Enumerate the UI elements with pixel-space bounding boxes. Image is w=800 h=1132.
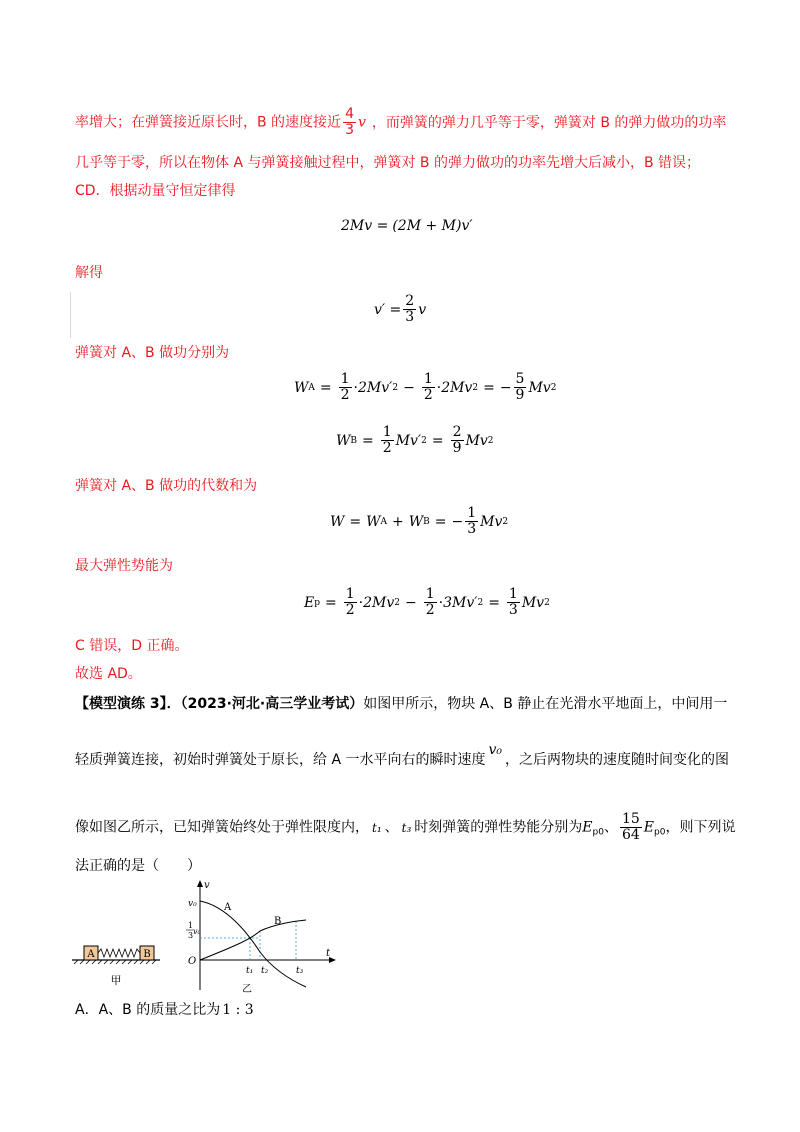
equation-v-prime (374, 294, 426, 325)
fraction-numerator: 15 (621, 811, 640, 827)
block-b-label: B (143, 949, 151, 960)
energy-symbol: E (643, 819, 655, 836)
third-v0: v₀ (193, 927, 201, 936)
solution-line-1 (75, 107, 726, 138)
figure-yi-label: 乙 (242, 984, 252, 995)
solution-line-3: CD．根据动量守恒定律得 (75, 183, 236, 199)
third-num: 1 (188, 921, 194, 930)
time-t1-symbol: t₁ (372, 820, 382, 835)
third-den: 3 (188, 931, 194, 940)
problem-source: ．（2023·河北·高三学业考试） (166, 696, 364, 712)
origin-label: O (188, 956, 197, 967)
velocity-symbol: v (418, 301, 427, 318)
problem-line-3-c: ，则下列说 (665, 819, 736, 836)
energy-symbol: E (582, 819, 593, 836)
problem-tag: 【模型演练 3】 (75, 696, 167, 712)
energy-subscript: p0 (654, 827, 666, 838)
problem-line-2 (75, 742, 730, 770)
equation-max-ep: E p = $\frac{1}{2}$ · 2Mv 2 − $\frac{1}{2}$ · 3Mv′ 2 = $\frac{1}{3}$ Mv 2 (304, 586, 550, 618)
problem-line-3-b: 时刻弹簧的弹性势能分别为 (414, 819, 583, 836)
equation-work-a: W A = $\frac{1}{2}$ · 2Mv′ 2 − $\frac{1}{2}$ · 2Mv 2 = − $\frac{5}{9}$ Mv 2 (294, 371, 557, 403)
time-t3-symbol: t₃ (401, 820, 412, 835)
block-a-label: A (87, 949, 95, 960)
curve-b (200, 920, 306, 960)
problem-line-2-a: 轻质弹簧连接，初始时弹簧处于原长，给 A 一水平向右的瞬时速度 (75, 752, 486, 768)
fraction-fifteen-sixtyfourths (620, 812, 642, 843)
conclusion-1: C 错误，D 正确。 (75, 638, 189, 654)
problem-line-4: 法正确的是（ ） (75, 858, 201, 874)
t-axis-label: t (326, 948, 331, 959)
figure-jia-label: 甲 (110, 974, 122, 987)
option-a (75, 1000, 254, 1020)
work-label: 弹簧对 A、B 做功分别为 (75, 345, 230, 361)
fraction-denominator: 64 (621, 827, 640, 843)
max-ep-label: 最大弹性势能为 (75, 558, 173, 574)
equation-v-prime-lhs: v′ = (374, 301, 402, 318)
margin-bar (70, 292, 71, 338)
fraction-four-thirds (343, 107, 356, 138)
figure-jia-yi (60, 874, 350, 998)
t-axis-arrow (329, 957, 336, 963)
velocity-symbol: v (357, 114, 366, 131)
option-a-ratio: 1 : 3 (222, 1002, 254, 1018)
energy-subscript: p0 (592, 827, 604, 838)
problem-line-1-rest: 如图甲所示，物块 A、B 静止在光滑水平地面上，中间用一 (363, 696, 728, 712)
equation-momentum-lhs: 2Mv = (341, 218, 389, 234)
separator: 、 (603, 819, 618, 836)
work-sum-label: 弹簧对 A、B 做功的代数和为 (75, 478, 258, 494)
problem-line-2-b: ，之后两物块的速度随时间变化的图 (505, 752, 730, 768)
solution-line-2: 几乎等于零，所以在物体 A 与弹簧接触过程中，弹簧对 B 的弹力做功的功率先增大后减小，B 错误； (75, 155, 701, 171)
equation-momentum-rhs: (2M + M)v′ (392, 218, 473, 234)
equation-work-b: W B = $\frac{1}{2}$ Mv′ 2 = $\frac{2}{9}$ Mv 2 (336, 424, 494, 456)
v0-label: v₀ (188, 899, 197, 909)
solution-line-1-a: 率增大；在弹簧接近原长时，B 的速度接近 (75, 114, 342, 131)
curve-a-label: A (224, 902, 232, 913)
separator: 、 (384, 819, 399, 836)
fraction-denominator: 3 (345, 122, 354, 138)
fraction-numerator: 4 (345, 106, 354, 122)
conclusion-2: 故选 AD。 (75, 666, 142, 682)
initial-velocity-symbol: v₀ (488, 742, 503, 758)
problem-line-3 (75, 812, 735, 843)
v-axis-arrow (197, 880, 203, 887)
solution-line-1-b: ，而弹簧的弹力几乎等于零，弹簧对 B 的弹力做功的功率 (371, 114, 727, 131)
option-a-text: A．A、B 的质量之比为 (75, 1002, 221, 1018)
equation-momentum (341, 218, 473, 234)
problem-line-3-a: 像如图乙所示，已知弹簧始终处于弹性限度内， (75, 819, 369, 836)
t1-label: t₁ (246, 966, 254, 976)
fraction-denominator: 3 (405, 309, 415, 325)
fraction-two-thirds (403, 294, 416, 325)
solve-label: 解得 (75, 265, 103, 281)
spring (98, 949, 140, 957)
equation-work-sum: W = W A + W B = − $\frac{1}{3}$ Mv 2 (330, 505, 509, 537)
t2-label: t₂ (261, 966, 269, 976)
fraction-numerator: 2 (405, 293, 415, 309)
t3-label: t₃ (296, 966, 304, 976)
curve-b-label: B (274, 916, 282, 927)
problem-line-1 (75, 694, 727, 714)
v-axis-label: v (204, 880, 210, 891)
